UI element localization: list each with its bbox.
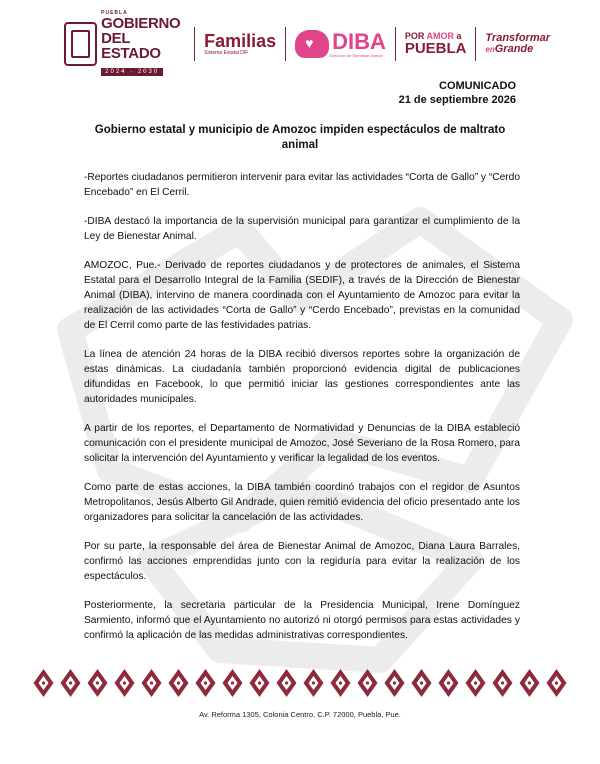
ornament-motif: [331, 669, 351, 697]
ornament-motif: [88, 669, 108, 697]
ornament-motif: [412, 669, 432, 697]
paragraph: A partir de los reportes, el Departamento de Normatividad y Denuncias de la DIBA estableció comunicación con el presidente municipal de Amozoc, José Severiano de la Rosa Romero, para solicitar la intervención del Ayuntamiento y verificar la legalidad de los eventos.: [84, 423, 520, 464]
diba-logo: [295, 30, 386, 58]
paragraph: Posteriormente, la secretaria particular de la Presidencia Municipal, Irene Domínguez Sarmiento, informó que el Ayuntamiento no autorizó ni otorgó permisos para estas actividades y confirmó la aplicación de las medidas administrativas correspondientes.: [84, 600, 520, 641]
ornament-motif: [385, 669, 405, 697]
ornament-motif: [34, 669, 54, 697]
document-type: COMUNICADO: [439, 80, 516, 92]
amor-pre: POR: [404, 31, 427, 41]
paragraph: Por su parte, la responsable del área de Bienestar Animal de Amozoc, Diana Laura Barrales, confirmó las acciones emprendidas junto con la regiduría para evitar la realización de los espectáculos.: [84, 541, 520, 582]
transformar-label: Transformar: [485, 32, 551, 44]
document-date: 21 de septiembre 2026: [398, 94, 516, 106]
paragraph: La línea de atención 24 horas de la DIBA recibió diversos reportes sobre la organización de estas dinámicas. La ciudadanía también proporcionó evidencia digital de publicaciones difundidas en Facebook, lo que permitió iniciar las gestiones correspondientes ante las autoridades municipales.: [84, 349, 520, 405]
paw-heart-icon: [295, 30, 329, 58]
ornament-motif: [466, 669, 486, 697]
ornament-motif: [250, 669, 270, 697]
ornament-motif: [358, 669, 378, 697]
ornament-motif: [277, 669, 297, 697]
ornament-motif: [304, 669, 324, 697]
familias-logo: [204, 32, 276, 56]
amor-post: a: [453, 31, 462, 41]
ornament-motif: [520, 669, 540, 697]
diba-sub: Dirección de Bienestar Animal: [329, 52, 383, 58]
footer-ornament: [30, 666, 570, 700]
ornament-motif: [61, 669, 81, 697]
familias-sub: Sistema Estatal DIF: [204, 50, 249, 56]
gobierno-logo: [64, 11, 185, 77]
transformar-en: en: [485, 45, 495, 54]
divider: [285, 27, 286, 61]
transformar-grande: Grande: [494, 43, 534, 55]
divider: [194, 27, 195, 61]
transformar-logo: [485, 33, 550, 55]
ornament-motif: [547, 669, 567, 697]
ornament-motif: [169, 669, 189, 697]
document-meta: [399, 79, 516, 107]
document-title: Gobierno estatal y municipio de Amozoc impiden espectáculos de maltrato animal: [94, 124, 506, 151]
ornament-motif: [196, 669, 216, 697]
por-amor-puebla-logo: [405, 32, 467, 56]
gob-small-label: PUEBLA: [101, 10, 128, 16]
paragraph: -DIBA destacó la importancia de la supervisión municipal para garantizar el cumplimiento de la Ley de Bienestar Animal.: [84, 216, 520, 242]
amor-puebla: PUEBLA: [404, 40, 467, 57]
state-seal-icon: [64, 22, 97, 66]
ornament-motif: [439, 669, 459, 697]
gob-line1: GOBIERNO: [101, 15, 181, 32]
familias-label: Familias: [204, 31, 277, 51]
paragraph: -Reportes ciudadanos permitieron intervenir para evitar las actividades “Corta de Gallo” y “Cerdo Encebado” en El Cerril.: [84, 172, 520, 198]
header-logos: [64, 10, 551, 75]
ornament-motif: [223, 669, 243, 697]
footer-address: Av. Reforma 1305, Colonia Centro, C.P. 72000, Puebla, Pue.: [199, 710, 401, 719]
ornament-motif: [493, 669, 513, 697]
paragraph: AMOZOC, Pue.- Derivado de reportes ciudadanos y de protectores de animales, el Sistema Estatal para el Desarrollo Integral de la Familia (SEDIF), a través de la Dirección de Bienestar Animal (DIBA), intervino de manera coordinada con el Ayuntamiento de Amozoc para evitar la realización de las actividades “Corta de Gallo” y “Cerdo Encebado”, previstas en la comunidad de El Cerril como parte de las festividades patrias.: [84, 260, 520, 331]
document-body: [84, 170, 520, 657]
diba-label: DIBA: [332, 28, 386, 54]
gob-line2: DEL ESTADO: [101, 30, 161, 62]
amor-highlight: AMOR: [426, 31, 454, 41]
divider: [395, 27, 396, 61]
paragraph: Como parte de estas acciones, la DIBA también coordinó trabajos con el regidor de Asuntos Metropolitanos, Jesús Alberto Gil Andrade, quien remitió evidencia del oficio presentado ante los organizadores para solicitar la cancelación de las actividades.: [84, 482, 520, 523]
ornament-motif: [115, 669, 135, 697]
gob-years: 2024 · 2030: [101, 68, 163, 76]
divider: [475, 27, 476, 61]
ornament-motif: [142, 669, 162, 697]
